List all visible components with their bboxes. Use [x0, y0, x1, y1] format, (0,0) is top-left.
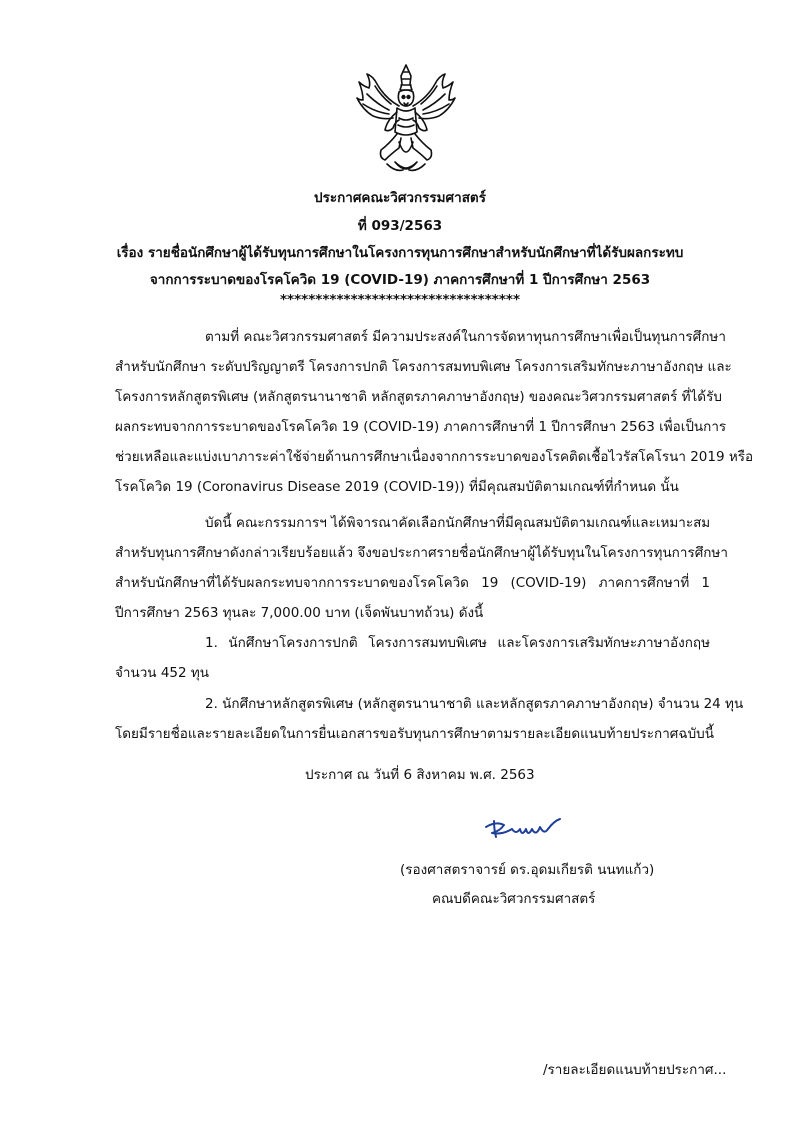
signatory-name: (รองศาสตราจารย์ ดร.อุดมเกียรติ นนทแก้ว) — [400, 862, 655, 878]
paragraph-1-line: ช่วยเหลือและแบ่งเบาภาระค่าใช้จ่ายด้านการศึกษาเนื่องจากการระบาดของโรคติดเชื้อไวรัสโคโรนา 2019 หรือ — [115, 449, 754, 465]
paragraph-1-line: ตามที่ คณะวิศวกรรมศาสตร์ มีความประสงค์ในการจัดหาทุนการศึกษาเพื่อเป็นทุนการศึกษา — [205, 329, 726, 345]
garuda-emblem-icon — [355, 62, 457, 178]
paragraph-1-line: ผลกระทบจากการระบาดของโรคโควิด 19 (COVID-19) ภาคการศึกษาที่ 1 ปีการศึกษา 2563 เพื่อเป็นการ — [115, 419, 727, 435]
paragraph-2-line: บัดนี้ คณะกรรมการฯ ได้พิจารณาคัดเลือกนักศึกษาที่มีคุณสมบัติตามเกณฑ์และเหมาะสม — [205, 515, 711, 531]
announcement-number: ที่ 093/2563 — [357, 218, 443, 234]
subject-line-2: จากการระบาดของโรคโควิด 19 (COVID-19) ภาคการศึกษาที่ 1 ปีการศึกษา 2563 — [149, 272, 651, 288]
paragraph-1-line: โครงการหลักสูตรพิเศษ (หลักสูตรนานาชาติ หลักสูตรภาคภาษาอังกฤษ) ของคณะวิศวกรรมศาสตร์ ที่ได้รับ — [115, 389, 722, 405]
list-item-1-line: 1. นักศึกษาโครงการปกติ โครงการสมทบพิเศษ และโครงการเสริมทักษะภาษาอังกฤษ — [205, 635, 710, 651]
paragraph-1-line: โรคโควิด 19 (Coronavirus Disease 2019 (COVID-19)) ที่มีคุณสมบัติตามเกณฑ์ที่กำหนด นั้น — [115, 479, 679, 495]
signature-icon — [482, 815, 572, 845]
paragraph-2-line: สำหรับทุนการศึกษาดังกล่าวเรียบร้อยแล้ว จึงขอประกาศรายชื่อนักศึกษาผู้ได้รับทุนในโครงการทุนการศึกษา — [115, 545, 728, 561]
list-item-2-line: 2. นักศึกษาหลักสูตรพิเศษ (หลักสูตรนานาชาติ และหลักสูตรภาคภาษาอังกฤษ) จำนวน 24 ทุน — [205, 696, 744, 712]
paragraph-2-line: ปีการศึกษา 2563 ทุนละ 7,000.00 บาท (เจ็ดพันบาทถ้วน) ดังนี้ — [115, 605, 484, 621]
paragraph-1-line: สำหรับนักศึกษา ระดับปริญญาตรี โครงการปกติ โครงการสมทบพิเศษ โครงการเสริมทักษะภาษาอังกฤษ และ — [115, 359, 732, 375]
document-title: ประกาศคณะวิศวกรรมศาสตร์ — [314, 190, 486, 206]
subject-line-1: เรื่อง รายชื่อนักศึกษาผู้ได้รับทุนการศึกษาในโครงการทุนการศึกษาสำหรับนักศึกษาที่ได้รับผลกระทบ — [116, 245, 684, 261]
announcement-date: ประกาศ ณ วันที่ 6 สิงหาคม พ.ศ. 2563 — [305, 767, 535, 783]
footer-note: /รายละเอียดแนบท้ายประกาศ... — [543, 1062, 727, 1078]
list-item-2-line: โดยมีรายชื่อและรายละเอียดในการยื่นเอกสารขอรับทุนการศึกษาตามรายละเอียดแนบท้ายประกาศฉบับนี้ — [115, 726, 714, 742]
list-item-1-line: จำนวน 452 ทุน — [115, 665, 210, 681]
separator-line: ********************************** — [279, 292, 521, 308]
paragraph-2-line: สำหรับนักศึกษาที่ได้รับผลกระทบจากการระบาดของโรคโควิด 19 (COVID-19) ภาคการศึกษาที่ 1 — [115, 575, 710, 591]
signatory-position: คณบดีคณะวิศวกรรมศาสตร์ — [432, 891, 596, 907]
